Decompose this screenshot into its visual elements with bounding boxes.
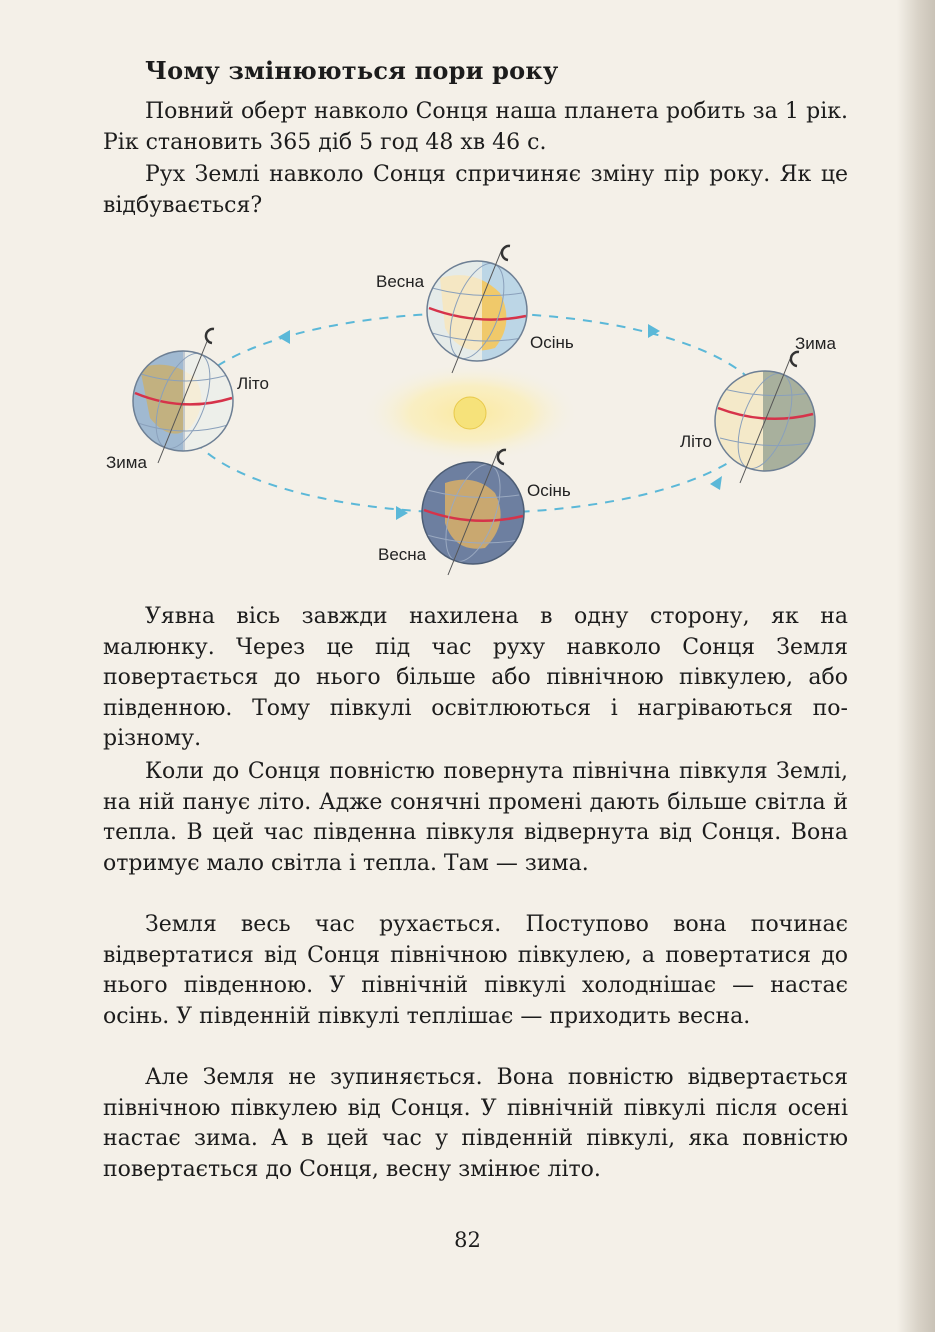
label-right-winter: Зима	[795, 334, 836, 353]
page-edge-shadow	[897, 0, 935, 1332]
label-top-autumn: Осінь	[530, 333, 574, 352]
orbit-arrow	[278, 330, 290, 344]
globe-bottom-icon	[422, 450, 524, 575]
globe-top-icon	[427, 246, 527, 373]
page-number: 82	[454, 1228, 481, 1252]
sun-icon	[360, 363, 580, 463]
label-left-summer: Літо	[237, 374, 269, 393]
paragraph-axis-tilt: Уявна вісь завжди нахилена в одну сторону, як на малюнку. Через це під час руху навколо Сонця Земля повертається до нього більше або північною півкулею, або південною. Тому півкулі освітлюються і нагріваються по-різному.	[103, 604, 848, 751]
paragraph-summer-north: Коли до Сонця повністю повернута північна півкуля Землі, на ній панує літо. Адже сонячні промені дають більше світла й тепла. В цей час південна півкуля відвернута від Сонця. Вона отримує мало світла і тепла. Там — зима.	[103, 759, 848, 876]
paragraph-year-length: Повний оберт навколо Сонця наша планета робить за 1 рік. Рік становить 365 діб 5 год 48 хв 46 с.	[103, 99, 848, 155]
section-heading: Чому змінюються пори року	[145, 56, 559, 85]
label-bottom-spring: Весна	[378, 545, 427, 564]
label-top-spring: Весна	[376, 272, 425, 291]
paragraph-autumn-spring: Земля весь час рухається. Поступово вона починає відвертатися від Сонця північною півкулею, а повертатися до нього південною. У північній півкулі холоднішає — настає осінь. У південній півкулі теплішає — приходить весна.	[103, 912, 848, 1029]
paragraph-winter-summer: Але Земля не зупиняється. Вона повністю відвертається північною півкулею від Сонця. У північній півкулі після осені настає зима. А в цей час у південній півкулі, яка повністю повертається до Сонця, весну змінює літо.	[103, 1065, 848, 1182]
orbit-arrow	[710, 476, 722, 490]
label-right-summer: Літо	[680, 432, 712, 451]
globe-right-icon	[715, 352, 818, 483]
seasons-orbit-diagram	[100, 238, 860, 583]
label-left-winter: Зима	[106, 453, 147, 472]
label-bottom-autumn: Осінь	[527, 481, 571, 500]
orbit-arrow	[396, 506, 408, 520]
globe-left-icon	[130, 329, 238, 463]
paragraph-question: Рух Землі навколо Сонця спричиняє зміну пір року. Як це відбувається?	[103, 162, 848, 218]
